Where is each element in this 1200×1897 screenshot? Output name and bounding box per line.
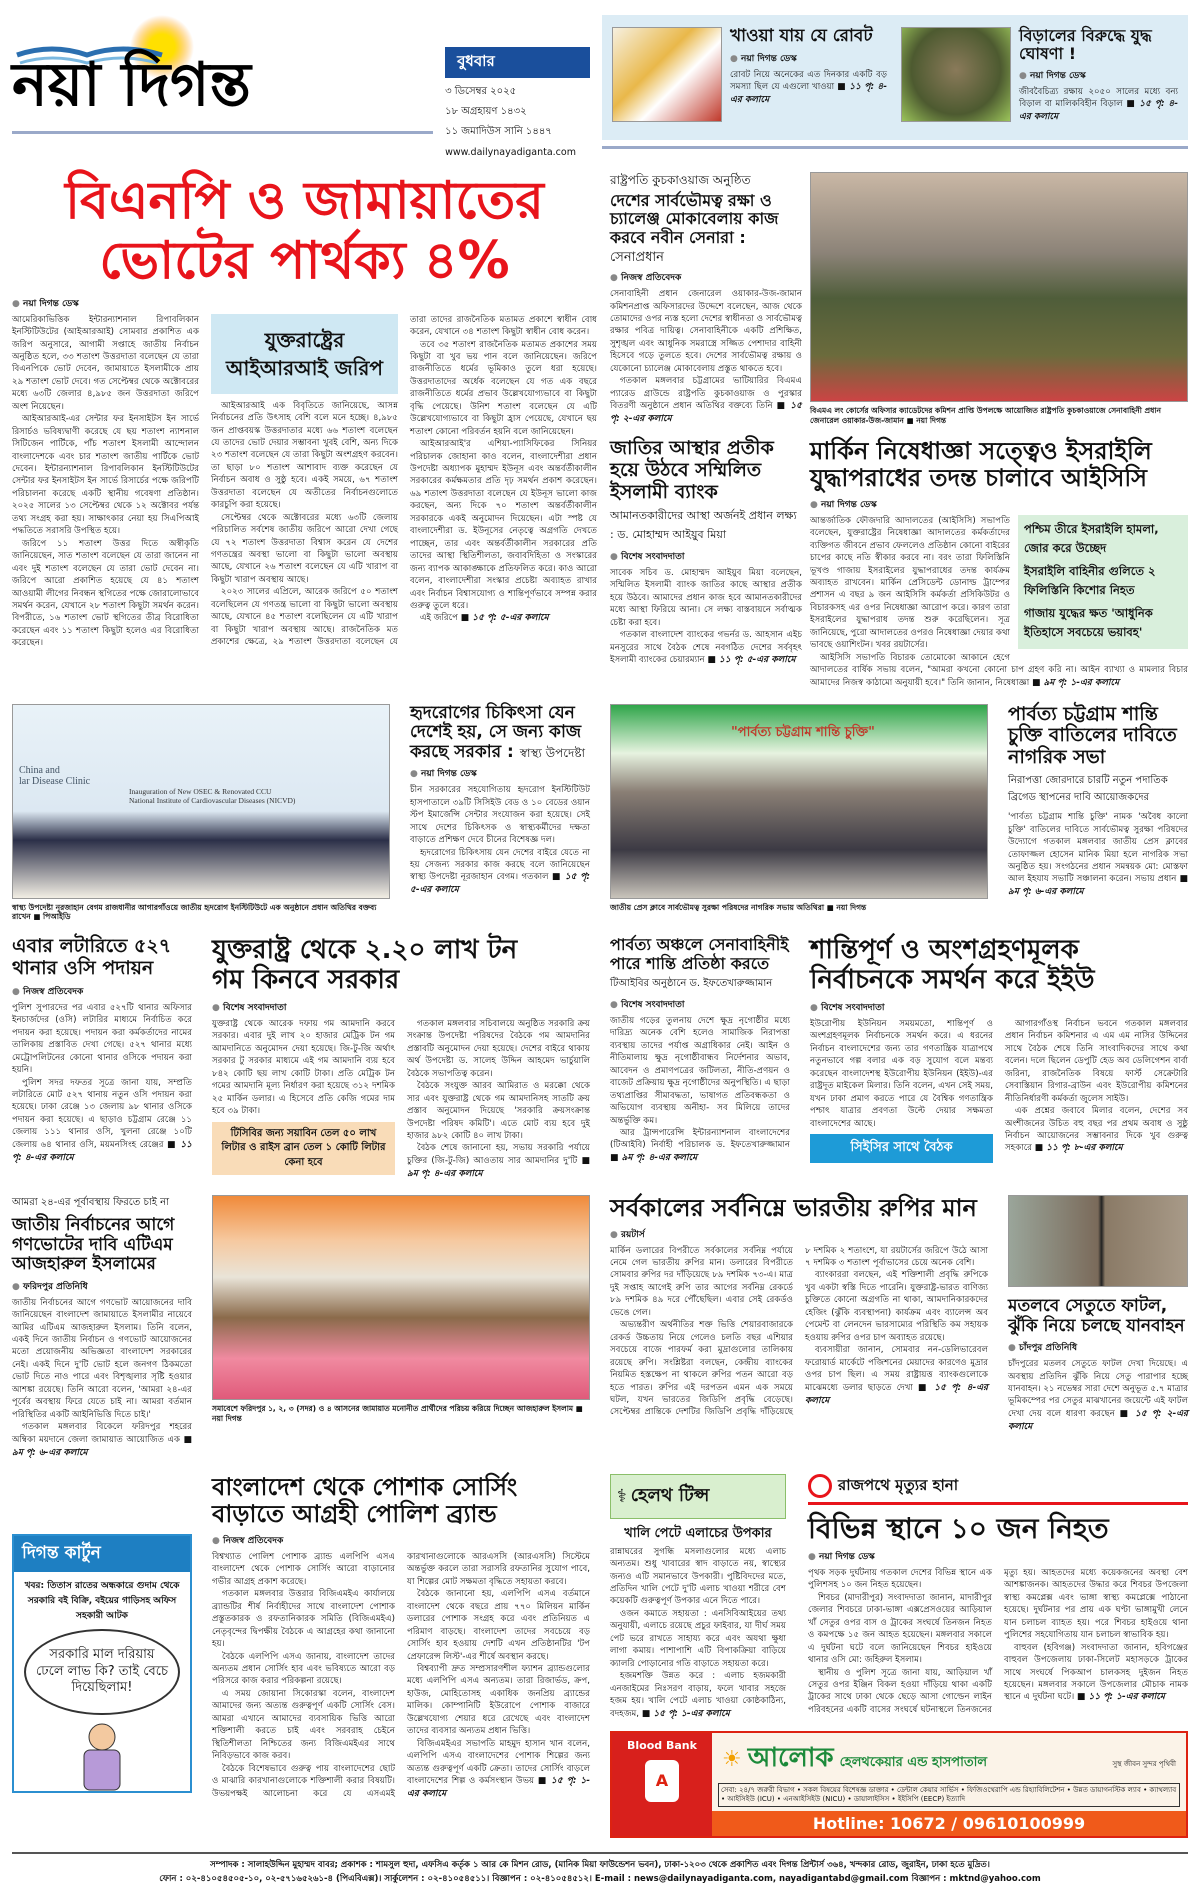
hospital-ad[interactable]: Blood Bank A ☀ আলোক হেলথকেয়ার এন্ড হাসপাতাল সুস্থ জীবন সুন্দর পৃথিবী সেবা: ২৪/৭ জরুরী বিভাগ • সকল বিষয়ের বিশেষজ্ঞ ডাক্তার • ডেন্টাল কেয়ার সার্ভিস • ফিজিওথেরাপি এন্ড রিহ্যাবিলিটেশন • উন্নত ডায়াগনস্টিক ল্যাব • ক্যাথল্যাব • আইসিইউ (ICU) • এনআইসিইউ (NICU) • ডায়ালাইসিস • ইইসিপি (EECP) ইত্যাদি Hotline: 10672 / 09610100999 [610,1731,1188,1839]
bank-article: জাতির আস্থার প্রতীক হয়ে উঠবে সম্মিলিত ইসলামী ব্যাংক আমানতকারীদের আস্থা অর্জনই প্রধান লক্ষ্য : ড. মোহাম্মদ আইয়ুব মিয়া ● বিশেষ সংবাদদাতা সাবেক সচিব ড. মোহাম্মদ আইয়ুব মিয়া বলেছেন, সম্মিলিত ইসলামী ব্যাংক জাতির কাছে আস্থার প্রতীক হয়ে উঠবে। আমাদের প্রধান কাজ হবে আমানতকারীদের মধ্যে আস্থা ফিরিয়ে আনা। সে লক্ষ্য বাস্তবায়নে সর্বাত্মক চেষ্টা করা হবে। গতকাল বাংলাদেশ ব্যাংকের গভর্নর ড. আহসান এইচ মনসুরের সাথে বৈঠক শেষে নবগঠিত দেশের সর্ববৃহৎ ইসলামী ব্যাংকের চেয়ারম্যান ■ ১১ পৃ: ৫-এর কলামে [610,438,802,667]
cartoon-news: খবর: তিতাস রাতের অন্ধকারে গুদাম থেকে সরকারি বই বিক্রি, বইয়ের গাড়িসহ অফিস সহকারী আটক [24,1580,180,1621]
no-entry-icon [808,1474,832,1498]
website[interactable]: www.dailynayadiganta.com [445,147,576,158]
blood-bag-icon: A [645,1760,679,1802]
cartoon-title: দিগন্ত কার্টুন [14,1536,190,1572]
health-headline: খালি পেটে এলাচের উপকার [624,1525,772,1541]
road-article: রাজপথে মৃত্যুর হানা বিভিন্ন স্থানে ১০ জন নিহত ● নয়া দিগন্ত ডেস্ক পৃথক সড়ক দুর্ঘটনায় গতকাল দেশের বিভিন্ন স্থানে এক পুলিশসহ ১০ জন নিহত হয়েছেন। শিবচর (মাদারীপুর) সংবাদদাতা জানান, মাদারীপুর জেলার শিবচরে ঢাকা-ভাঙ্গা এক্সপ্রেসওয়ের আড়িয়াল খাঁ সেতুর ওপর বাস ও ট্রাকের সংঘর্ষে তিনজন নিহত ও কমপক্ষে ১৫ জন আহত হয়েছেন। মঙ্গলবার সকালে এ দুর্ঘটনা ঘটে বলে জানিয়েছেন শিবচর হাইওয়ে থানার ওসি মো: জহিরুল ইসলাম। স্থানীয় ও পুলিশ সূত্রে জানা যায়, আড়িয়াল খাঁ সেতুর ওপর ইঞ্জিন বিকল হওয়া দাঁড়িয়ে থাকা একটি ট্রাকের সাথে ঢাকা থেকে ছেড়ে আসা গোল্ডেন লাইন পরিবহনের একটি বাসের সংঘর্ষে ঘটনাস্থলে তিনজনের মৃত্যু হয়। আহতদের মধ্যে কয়েকজনের অবস্থা বেশ আশঙ্কাজনক। আহতদের উদ্ধার করে শিবচর উপজেলা স্বাস্থ্য কমপ্লেক্স এবং ভাঙ্গা স্বাস্থ্য কমপ্লেক্সে পাঠানো হয়েছে। দুর্ঘটনার পর প্রায় এক ঘণ্টা ভাঙ্গামুখী লেনে যান চলাচল ব্যাহত হয়। পরে শিবচর হাইওয়ে থানা পুলিশের সহযোগিতায় যান চলাচল স্বাভাবিক হয়। বাহুবল (হবিগঞ্জ) সংবাদদাতা জানান, হবিগঞ্জের বাহুবল উপজেলায় ঢাকা-সিলেট মহাসড়কে ট্রাকের সাথে সংঘর্ষে পিকআপ চালকসহ দুইজন নিহত হয়েছেন। মঙ্গলবার সকালে উপজেলার মৌচাক নামক স্থানে এ দুর্ঘটনা ঘটে। ■ ১১ পৃ: ১-এর কলামে [808,1474,1188,1717]
promo-byline: ● নয়া দিগন্ত ডেস্ক [730,51,887,66]
row-4 [12,1195,1188,1460]
hotline[interactable]: Hotline: 10672 / 09610100999 [712,1811,1186,1836]
lottery-article: এবার লটারিতে ৫২৭ থানার ওসি পদায়ন ● নিজস্ব প্রতিবেদক পুলিশ সুপারদের পর এবার ৫২৭টি থানার অফিসার ইনচার্জদের (ওসি) লটারির মাধ্যমে নির্বাচিত করে পদায়ন করা হয়েছে। পদায়ন করা কর্মকর্তাদের নামের তালিকায় প্রস্তাবিত দেখা গেছে। ৫২৭ থানার মধ্যে মেট্রোপলিটনের কোনো থানার ওসিকে পদায়ন করা হয়নি। পুলিশ সদর দফতর সূত্রে জানা যায়, সম্প্রতি লটারিতে মোট ৫২৭ থানায় নতুন ওসি পদায়ন করা হয়েছে। ঢাকা রেঞ্জে ১৩ জেলায় ৯৮ থানার ওসিকে পদায়ন করা হয়েছে। এ ছাড়াও চট্টগ্রাম রেঞ্জে ১১ জেলায় ১১১ থানার ওসি, খুলনা রেঞ্জে ১০টি জেলায় ৬৪ থানার ওসি, ময়মনসিংহ রেঞ্জের ■ ১১ পৃ: ৪-এর কলামে [12,936,192,1165]
subhead: টিআইবির অনুষ্ঠানে ড. ইফতেখারুজ্জামান [610,977,773,989]
heart-caption: স্বাস্থ্য উপদেষ্টা নূরজাহান বেগম রাজধানীর আগারগাঁওয়ে জাতীয় হৃদরোগ ইনস্টিটিউটে এক অনুষ্ঠানে প্রধান অতিথির বক্তব্য রাখেন ■ পিআইডি [12,902,377,922]
masthead [12,15,1188,158]
row-lead [12,172,1188,690]
icc-bullets [1018,515,1188,649]
cartoon-panel [12,1534,192,1794]
azhar-headline: জাতীয় নির্বাচনের আগে গণভোটের দাবি এটিএম আজহারুল ইসলামের [12,1214,175,1275]
army-caption: বিএমএ লং কোর্সের অফিসার ক্যাডেটদের কমিশন প্রাপ্তি উপলক্ষে আয়োজিত রাষ্ট্রপতি কুচকাওয়াজে সেনাবাহিনী প্রধান জেনারেল ওয়াকার-উজ-জামান ■ নয়া দিগন্ত [810,406,1161,425]
army-article: রাষ্ট্রপতি কুচকাওয়াজ অনুষ্ঠিত দেশের সার্বভৌমত্ব রক্ষা ও চ্যালেঞ্জ মোকাবেলায় কাজ করবে নবীন সেনারা : সেনাপ্রধান ● নিজস্ব প্রতিবেদক সেনাবাহিনী প্রধান জেনারেল ওয়াকার-উজ-জামান কমিশনপ্রাপ্ত অফিসারদের উদ্দেশে বলেছেন, আজ থেকে তোমাদের ওপর ন্যস্ত হলো দেশের স্বাধীনতা ও সার্বভৌমত্ব রক্ষার পবিত্র দায়িত্ব। সেনাবাহিনীকে একটি প্রশিক্ষিত, সুশৃঙ্খল এবং আধুনিক সমরাস্ত্রে সজ্জিত পেশাদার বাহিনী হিসেবে গড়ে তুলতে হবে। দেশের সার্বভৌমত্ব রক্ষায় ও যেকোনো চ্যালেঞ্জ মোকাবেলায় প্রস্তুত থাকতে হবে। গতকাল মঙ্গলবার চট্টগ্রামের ভাটিয়ারির বিএমএ প্যারেড গ্রাউন্ডে রাষ্ট্রপতি কুচকাওয়াজ ও পুরস্কার বিতরণী অনুষ্ঠানে প্রধান অতিথির বক্তব্যে তিনি ■ ১৫ পৃ: ২-এর কলামে [610,172,802,426]
icc-headline: মার্কিন নিষেধাজ্ঞা সত্ত্বেও ইসরাইলি যুদ্ধাপরাধের তদন্ত চালাবে আইসিসি [810,436,1152,493]
jump-link[interactable]: ■ ১১ পৃ: ১-এর কলামে [1076,1692,1165,1703]
jump-link[interactable]: ■ ১১ পৃ: ৮-এর কলামে [1034,1143,1123,1154]
bank-headline: জাতির আস্থার প্রতীক হয়ে উঠবে সম্মিলিত ইসলামী ব্যাংক [610,437,774,503]
date-english: ৩ ডিসেম্বর ২০২৫ [445,86,517,97]
wheat-article: যুক্তরাষ্ট্র থেকে ২.২০ লাখ টন গম কিনবে সরকার ● বিশেষ সংবাদদাতা যুক্তরাষ্ট্র থেকে আরেক দফায় গম আমদানি করবে সরকার। এবার দুই লাখ ২০ হাজার মেট্রিক টন গম আমদানিতে অনুমোদন দেয়া হয়েছে। জি-টু-জি অর্থাৎ সরকার টু সরকার মাধ্যমে এই গম আমদানি ব্যয় হবে ৮৪২ কোটি ছয় লাখ কোটি টাকা। প্রতি মেট্রিক টন গমের আমদানি মূল্য নির্ধারণ করা হয়েছে ৩১২ দশমিক ২৫ মার্কিন ডলার। এ হিসেবে প্রতি কেজি গমের দাম হবে ৩৯ টাকা। টিসিবির জন্য সয়াবিন তেল ৫০ লাখ লিটার ও রাইস ব্রান তেল ১ কোটি লিটার কেনা হবে গতকাল মঙ্গলবার সচিবালয়ে অনুষ্ঠিত সরকারি ক্রয় সংক্রান্ত উপদেষ্টা পরিষদের বৈঠকে গম আমদানির প্রস্তাবটি অনুমোদন দেয়া হয়েছে। দেশের বাইরে থাকায় অর্থ উপদেষ্টা ড. সালেহ উদ্দিন আহমেদ ভার্চুয়ালি বৈঠকে সভাপতিত্ব করেন। বৈঠকে সংযুক্ত আরব আমিরাত ও মরক্কো থেকে সার এবং যুক্তরাষ্ট্র থেকে গম আমদানিসহ সাতটি ক্রয় প্রস্তাব অনুমোদন দিয়েছে 'সরকারি ক্রয়সংক্রান্ত উপদেষ্টা পরিষদ কমিটি'। এতে মোট ব্যয় হবে দুই হাজার ৯৮২ কোটি ৪০ লাখ টাকা। বৈঠক শেষে জানানো হয়, সভায় সরকারি পর্যায়ে চুক্তির (জি-টু-জি) আওতায় সার আমদানির দু'টি ■ ৯ম পৃ: ৪-এর কলামে [212,936,590,1181]
jump-link[interactable]: ■ ১৫ পৃ: ৫-এর কলামে [410,872,590,896]
promo-byline: ● নয়া দিগন্ত ডেস্ক [1019,68,1178,83]
lead-body: আমেরিকাভিত্তিক ইন্টারন্যাশনাল রিপাবলিকান ইনস্টিটিউটের (আইআরআই) সোমবার প্রকাশিত এক জরিপ অনুসারে, আগামী সপ্তাহে জাতীয় নির্বাচন অনুষ্ঠিত হলে, ৩৩ শতাংশ উত্তরদাতা বলেছেন যে তারা বিএনপিকে ভোট দেবেন, জামায়াতে ইসলামীকে প্রায় ২৯ শতাংশ ভোট দেবে। গত সেপ্টেম্বর থেকে অক্টোবরের মধ্যে ৬৩টি জেলার ৪,৯৮৫ জন উত্তরদাতা জরিপে অংশ নিয়েছেন। আইআরআই-এর সেন্টার ফর ইনসাইটস ইন সার্ভে রিসার্চও ভবিষ্যদ্বাণী করেছে যে ছয় শতাংশ ন্যাশনাল সিটিজেন পার্টিকে, পাঁচ শতাংশ ইসলামী আন্দোলন বাংলাদেশকে এবং চার শতাংশ জাতীয় পার্টিকে ভোট দেবেন। ইন্টারন্যাশনাল রিপাবলিকান ইনস্টিটিউটের সেন্টার ফর ইনসাইটস ইন সার্ভে রিসার্চের পক্ষে জরিপটি পরিচালনা করেছে একটি স্থানীয় গবেষণা প্রতিষ্ঠান। ২০২৫ সালের ১৩ সেপ্টেম্বর থেকে ১২ অক্টোবর পর্যন্ত তথ্য সংগ্রহ করা হয়। সাক্ষাৎকার নেয়া হয় সিএপিআই পদ্ধতিতে সরাসরি উপস্থিত হয়ে। জরিপে ১১ শতাংশ উত্তর দিতে অস্বীকৃতি জানিয়েছেন, সাত শতাংশ বলেছেন যে তারা জানেন না এবং দুই শতাংশ বলেছেন যে তারা ভোট দেবেন না। জরিপে আরো প্রকাশিত হয়েছে যে ৪১ শতাংশ আওয়ামী লীগের নিবন্ধন স্থগিতের পক্ষে জোরালোভাবে সমর্থন করেন, যেখানে ২৮ শতাংশ কিছুটা সমর্থন করেন। বিপরীতে, ১৬ শতাংশ ভোট স্থগিতের তীব্র বিরোধিতা করেছেন এবং ১১ শতাংশ কিছুটা হলেও এর বিরোধিতা করেছেন। যুক্তরাষ্ট্রের আইআরআই জরিপ আইআরআই এক বিবৃতিতে জানিয়েছে, আসন্ন নির্বাচনের প্রতি উৎসাহ বেশি বলে মনে হচ্ছে। ৪,৯৮৫ জন প্রাপ্তবয়স্ক উত্তরদাতার মধ্যে ৬৬ শতাংশ বলেছেন যে তাদের ভোট দেয়ার সম্ভাবনা খুবই বেশি, অন্য দিকে ২৩ শতাংশ বলেছেন যে তারা কিছুটা অংশগ্রহণ করবেন। তা ছাড়া ৮০ শতাংশ আশাবাদ ব্যক্ত করেছেন যে নির্বাচন অবাধ ও সুষ্ঠু হবে। একই সময়ে, ৬৭ শতাংশ উত্তরদাতা বলেছেন যে অতীতের নির্বাচনগুলোতে কারচুপি করা হয়েছে। সেপ্টেম্বর থেকে অক্টোবরের মধ্যে ৬৩টি জেলায় পরিচালিত সর্বশেষ জাতীয় জরিপে আরো দেখা গেছে যে ৭২ শতাংশ উত্তরদাতা বিশ্বাস করেন যে দেশের গণতন্ত্রের অবস্থা ভালো বা কিছুটা ভালো অবস্থায় আছে, যেখানে ২৬ শতাংশ বলেছেন যে এটি খারাপ বা কিছুটা খারাপ অবস্থায় আছে। ২০২৩ সালের এপ্রিলে, আরেক জরিপে ৫০ শতাংশ বলেছিলেন যে গণতন্ত্র ভালো বা কিছুটা ভালো অবস্থায় আছে, যেখানে ৪৫ শতাংশ বলেছিলেন যে এটি খারাপ বা কিছুটা খারাপ অবস্থায় আছে। রাজনৈতিক মত প্রকাশের ক্ষেত্রে, ২৯ শতাংশ উত্তরদাতা বলেছেন যে তারা তাদের রাজনৈতিক মতামত প্রকাশে স্বাধীন বোধ করেন, যেখানে ৩৪ শতাংশ কিছুটা স্বাধীন বোধ করেন। তবে ৩৫ শতাংশ রাজনৈতিক মতামত প্রকাশের সময় কিছুটা বা খুব ভয় পান বলে জানিয়েছেন। জরিপে রাজনীতিতে ধর্মের ভূমিকাও তুলে ধরা হয়েছে। উত্তরদাতাদের অর্ধেক বলেছেন যে গত এক বছরে রাজনীতিতে ধর্মের প্রভাব উল্লেখযোগ্যভাবে বা কিছুটা বৃদ্ধি পেয়েছে। উনিশ শতাংশ বলেছেন যে এটি উল্লেখযোগ্যভাবে বা কিছুটা হ্রাস পেয়েছে, যেখানে ছয় শতাংশ কোনো পরিবর্তন হয়নি বলে জানিয়েছেন। আইআরআই'র এশিয়া-প্যাসিফিকের সিনিয়র পরিচালক জোহানা কাও বলেন, বাংলাদেশীরা প্রধান উপদেষ্টা অধ্যাপক মুহাম্মদ ইউনূস এবং অন্তর্বর্তীকালীন সরকারের কর্মক্ষমতার প্রতি দৃঢ় সমর্থন প্রকাশ করেছেন। ৬৯ শতাংশ উত্তরদাতা বলেছেন যে ইউনূস ভালো কাজ করছেন, অন্য দিকে ৭০ শতাংশ অন্তর্বর্তীকালীন সরকারকে একই অনুমোদন দিয়েছেন। এটা স্পষ্ট যে বাংলাদেশীরা ড. ইউনূসের নেতৃত্বে অগ্রগতি দেখতে পাচ্ছেন, তার এবং অন্তর্বর্তীকালীন সরকারের প্রতি তাদের আস্থা স্থিতিশীলতা, জবাবদিহিতা ও সংস্কারের জন্য ব্যাপক আকাঙ্ক্ষাকে প্রতিফলিত করে। কাও আরো বলেন, বাংলাদেশীরা সংস্কার প্রচেষ্টা অব্যাহত রাখার এবং নির্বাচন বিশ্বাসযোগ্য ও শান্তিপূর্ণভাবে সম্পন্ন করার গুরুত্ব তুলে ধরে। এই জরিপে ■ ১৫ পৃ: ৫-এর কলামে [12,314,597,649]
byline: ● নিজস্ব প্রতিবেদক [610,270,802,285]
byline: ● রয়টার্স [610,1227,988,1242]
promo-text: রোবট নিয়ে অনেকের এত দিনকার একটি বড় সমস্যা ছিল যে এগুলো খাওয়া [730,69,887,92]
jump-link[interactable]: ■ ১৫ পৃ: ৪-এর কলামে [805,1382,988,1406]
promo-robot[interactable] [612,27,887,128]
lead-byline: ● নয়া দিগন্ত ডেস্ক [12,296,597,311]
logo-text: নয়া দিগন্ত [12,50,251,120]
bridge-crack-photo [1008,1195,1188,1287]
bridge-headline: মতলবে সেতুতে ফাটল, ঝুঁকি নিয়ে চলছে যানবাহন [1008,1295,1185,1336]
byline: ● বিশেষ সংবাদদাতা [212,1000,590,1015]
jump-link[interactable]: ■ ৯ম পৃ: ৬-এর কলামে [1008,874,1189,898]
road-banner: রাজপথে মৃত্যুর হানা [808,1474,1188,1505]
footer-rule [12,1852,1188,1854]
jump-link[interactable]: ■ ১৫ পৃ: ২-এর কলামে [1008,1408,1188,1432]
kicker: আমরা ২৪-এর পূর্বাবস্থায় ফিরতে চাই না [12,1196,170,1208]
wheat-highlight-box: টিসিবির জন্য সয়াবিন তেল ৫০ লাখ লিটার ও রাইস ব্রান তেল ১ কোটি লিটার কেনা হবে [212,1122,395,1176]
rupee-article: সর্বকালের সর্বনিম্নে ভারতীয় রুপির মান ● রয়টার্স মার্কিন ডলারের বিপরীতে সর্বকালের সর্বনিম্ন পর্যায়ে নেমে গেল ভারতীয় রুপির মান। ডলারের বিপরীতে সোমবার রুপির দর দাঁড়িয়েছে ৮৯ দশমিক ৭৩-এ। মাত্র দুই সপ্তাহ আগেই রুপি তার আগের সর্বনিম্ন রেকর্ডে ৮৯ দশমিক ৪৯ দরে পৌঁছেছিল। এবার সেই রেকর্ডও ভেঙে গেল। অভ্যন্তরীণ অর্থনীতির শক্ত ভিত্তি শেয়ারবাজারকে রেকর্ড উচ্চতায় নিয়ে গেলেও চলতি বছর এশিয়ার সবচেয়ে বাজে পারফর্ম করা মুদ্রাগুলোর তালিকায় রয়েছে রুপি। সংশ্লিষ্টরা বলছেন, কেন্দ্রীয় ব্যাংকের নিয়মিত হস্তক্ষেপ না থাকলে রুপির পতন আরো বড় হতে পারত। রুপির এই দরপতন এমন এক সময়ে ঘটল, যখন ভারতের জিডিপি প্রবৃদ্ধি বেড়েছে। সেপ্টেম্বর প্রান্তিকে দেশটির জিডিপি প্রবৃদ্ধি দাঁড়িয়েছে ৮ দশমিক ২ শতাংশে, যা রয়টার্সের জরিপে উঠে আসা ৭ দশমিক ৩ শতাংশ পূর্বাভাসের চেয়ে অনেক বেশি। ব্যাংকাররা বলছেন, এই শক্তিশালী প্রবৃদ্ধি রুপিকে খুব একটা স্বস্তি দিতে পারেনি। যুক্তরাষ্ট্র-ভারত বাণিজ্য চুক্তিতে কোনো অগ্রগতি না থাকা, আমদানিকারকদের হেজিং (ঝুঁকি ব্যবস্থাপনা) কার্যক্রম এবং ব্যালেন্স অব পেমেন্ট বা লেনদেন ভারসাম্যের পরিস্থিতি কম সহায়ক হওয়ায় রুপির ওপর চাপ অব্যাহত রয়েছে। ব্যবসায়ীরা জানান, সোমবার নন-ডেলিভারেবল ফরোয়ার্ড মার্কেটে পজিশনের মেয়াদের কারণেও মুদ্রার ওপর চাপ ছিল। এ সময় রাষ্ট্রায়ত্ত ব্যাংকগুলোকে মাঝেমধ্যে ডলার ছাড়তে দেখা ■ ১৫ পৃ: ৪-এর কলামে [610,1195,988,1419]
robot-photo [612,27,722,122]
jump-link[interactable]: ■ ৯ম পৃ: ১-এর কলামে [1031,677,1120,688]
row-2 [12,704,1188,923]
weekday: বুধবার [445,47,590,78]
kicker: রাষ্ট্রপতি কুচকাওয়াজ অনুষ্ঠিত [610,173,751,187]
bullet-item: গাজায় যুদ্ধের ক্ষত 'আধুনিক ইতিহাসে সবচেয়ে ভয়াবহ' [1024,605,1153,639]
lottery-headline: এবার লটারিতে ৫২৭ থানার ওসি পদায়ন [12,935,172,979]
masthead-logo [12,15,433,125]
cartoon-man-icon [62,1719,142,1791]
jump-link[interactable]: ■ ১৫ পৃ: ২-এর কলামে [610,401,802,425]
army-parade-photo [810,172,1188,402]
eu-highlight-box: সিইসির সাথে বৈঠক [810,1134,993,1163]
heart-article: হৃদরোগের চিকিৎসা যেন দেশেই হয়, সে জন্য কাজ করছে সরকার : স্বাস্থ্য উপদেষ্টা ● নয়া দিগন্ত ডেস্ক চীন সরকারের সহযোগিতায় হৃদরোগ ইনস্টিটিউট হাসপাতালে ৩৯টি সিসিইউ বেড ও ১০ বেডের ওয়ান স্টপ ইমার্জেন্সি সেন্টার সংযোজন করা হয়েছে। সেই সাথে দেশের চিকিৎসক ও স্বাস্থ্যকর্মীদের দক্ষতা বাড়াতে প্রশিক্ষণ দেবে চীনের বিশেষজ্ঞ দল। হৃদরোগের চিকিৎসায় যেন দেশের বাইরে যেতে না হয় সেজন্য সরকার কাজ করছে বলে জানিয়েছেন স্বাস্থ্য উপদেষ্টা নূরজাহান বেগম। গতকাল ■ ১৫ পৃ: ৫-এর কলামে [410,704,590,898]
byline: ● বিশেষ সংবাদদাতা [610,549,802,564]
sun-logo-icon: ☀ [722,1746,742,1772]
eu-headline: শান্তিপূর্ণ ও অংশগ্রহণমূলক নির্বাচনকে সমর্থন করে ইইউ [810,935,1095,996]
azhar-article: আমরা ২৪-এর পূর্বাবস্থায় ফিরতে চাই না জাতীয় নির্বাচনের আগে গণভোটের দাবি এটিএম আজহারুল ইসলামের ● ফরিদপুর প্রতিনিধি জাতীয় নির্বাচনের আগে গণভোট আয়োজনের দাবি জানিয়েছেন বাংলাদেশ জামায়াতে ইসলামীর নায়েবে আমির এটিএম আজহারুল ইসলাম। তিনি বলেন, একই দিনে জাতীয় নির্বাচন ও গণভোট আয়োজনের মতো প্রয়োজনীয় অভিজ্ঞতা বাংলাদেশ সরকারের নেই। একই দিনে দু'টি ভোট হলে জনগণ ঠিকমতো ভোট দিতে নাও পারে এবং বিশৃঙ্খলার সৃষ্টি হওয়ার আশঙ্কা রয়েছে। তিনি আরো বলেন, 'আমরা ২৪-এর পূর্বের অবস্থায় ফিরে যেতে চাই না। আমরা বর্তমান পরিস্থিতির একটি আইনিভিত্তি দিতে চাই।' গতকাল মঙ্গলবার বিকেলে ফরিদপুর শহরের অম্বিকা ময়দানে জেলা জামায়াত আয়োজিত এক ■ ৯ম পৃ: ৬-এর কলামে [12,1195,192,1460]
byline: ● বিশেষ সংবাদদাতা [810,1000,1188,1015]
date-box [445,15,590,158]
jump-link[interactable]: ■ ১৫ পৃ: ৫-এর কলামে [460,613,549,624]
blood-bank-panel: Blood Bank A [612,1733,712,1837]
garment-article: বাংলাদেশ থেকে পোশাক সোর্সিং বাড়াতে আগ্রহী পোলিশ ব্র্যান্ড ● নিজস্ব প্রতিবেদক বিশ্বখ্যাত পোলিশ পোশাক ব্র্যান্ড এলপিপি এসএ বাংলাদেশ থেকে পোশাক সোর্সিং আরো বাড়ানোর গভীর আগ্রহ প্রকাশ করেছে। গতকাল মঙ্গলবার উত্তরার বিজিএমইএ কার্যালয়ে ব্র্যান্ডটির শীর্ষ নির্বাহীদের সাথে বাংলাদেশ পোশাক প্রস্তুতকারক ও রফতানিকারক সমিতি (বিজিএমইএ) নেতৃবৃন্দের দ্বিপক্ষীয় বৈঠকে এ আগ্রহের কথা জানানো হয়। বৈঠকে এলপিপি এসএ জানায়, বাংলাদেশ তাদের অন্যতম প্রধান সোর্সিং হাব এবং ভবিষ্যতে আরো বড় পরিসরে কাজ করার পরিকল্পনা রয়েছে। এ সময় জোয়ানা সিকোরস্কা বলেন, বাংলাদেশ আমাদের জন্য অত্যন্ত গুরুত্বপূর্ণ একটি সোর্সিং বেস। আমরা এখানে আমাদের ব্যবসায়িক ভিত্তি আরো শক্তিশালী করতে চাই এবং সরবরাহ চেইনে স্থিতিশীলতা নিশ্চিতের জন্য বিজিএমইএর সাথে নিবিড়ভাবে কাজ করব। বৈঠকে বিশেষভাবে গুরুত্ব পায় বাংলাদেশের ছোট ও মাঝারি কারখানাগুলোকে শক্তিশালী করার বিষয়টি। উভয়পক্ষই আলোচনা করে যে এসএমই কারখানাগুলোকে আরএসসি (আরএসসি) সিস্টেমে অন্তর্ভুক্ত করলে তারা সরাসরি রফতানির সুযোগ পাবে, যা শিল্পের মোট সক্ষমতা বৃদ্ধিতে সহায়তা করবে। বৈঠকে জানানো হয়, এলপিপি এসএ বর্তমানে বাংলাদেশ থেকে বছরে প্রায় ৭৭০ মিলিয়ন মার্কিন ডলারের পোশাক সংগ্রহ করে এবং প্রতিনিয়ত এ পরিমাণ বাড়ছে। বাংলাদেশ তাদের সবচেয়ে বড় সোর্সিং হাব হওয়ায় দেশটি এখন প্রতিষ্ঠানটির 'টপ প্রেফারেন্স লিস্ট'-এর শীর্ষে অবস্থান করছে। বিশ্বব্যাপী দ্রুত সম্প্রসারণশীল ফ্যাশন ব্র্যান্ডগুলোর মধ্যে এলপিপি এসএ অন্যতম। তারা রিজার্ভড, ক্রপ, হাউজ, মোহিতোসহ একাধিক জনপ্রিয় ব্র্যান্ডের মালিক। কোম্পানিটি ইউরোপে পোশাক বাজারে উল্লেখযোগ্য শেয়ার ধরে রেখেছে এবং বাংলাদেশ তাদের ব্যবসার অন্যতম প্রধান ভিত্তি। বিজিএমইএর সভাপতি মাহমুদ হাসান খান বলেন, এলপিপি এসএ বাংলাদেশের পোশাক শিল্পের জন্য অত্যন্ত গুরুত্বপূর্ণ একটি ক্রেতা। তাদের সোর্সিং বাড়লে বাংলাদেশের শিল্প ও কর্মসংস্থান উভয় ■ ১৫ পৃ: ১-এর কলামে [212,1474,590,1801]
date-hijri: ১১ জমাদিউস সানি ১৪৪৭ [445,126,552,137]
garment-headline: বাংলাদেশ থেকে পোশাক সোর্সিং বাড়াতে আগ্রহী পোলিশ ব্র্যান্ড [212,1472,518,1529]
imprint: সম্পাদক : সালাহউদ্দিন মুহাম্মদ বাবর; প্রকাশক : শামসুল হুদা, এফসিএ কর্তৃক ১ আর কে মিশন রোড, (মানিক মিয়া ফাউন্ডেশন ভবন), ঢাকা-১২০৩ থেকে প্রকাশিত এবং দিগন্ত প্রিন্টার্স ৩৬৪, খন্দকার রোড, জুরাইন, ঢাকা হতে মুদ্রিত। ফোন : ০২-৪১০৫৪৫০৫-১০, ০২-৫৭১৬৫২৬১-৪ (পিএবিএক্স)। সার্কুলেশন : ০২-৪১০৫৪৫১১। বিজ্ঞাপন : ০২-৪১০৫৪৫১২। E-mail : news@dailynayadiganta.com, nayadigantabd@gmail.com বিজ্ঞাপন : mktnd@yahoo.com [159,1860,1041,1885]
eu-article: শান্তিপূর্ণ ও অংশগ্রহণমূলক নির্বাচনকে সমর্থন করে ইইউ ● বিশেষ সংবাদদাতা ইউরোপীয় ইউনিয়ন সময়মতো, শান্তিপূর্ণ ও অংশগ্রহণমূলক নির্বাচনকে সমর্থন করে। এ ধরনের নির্বাচন বাংলাদেশের জন্য তার গণতান্ত্রিক যাত্রাপথে নতুনভাবে গল্প বলার এক বড় সুযোগ বলে মন্তব্য করেছেন বাংলাদেশস্থ ইউরোপীয় ইউনিয়ন (ইইউ)-এর রাষ্ট্রদূত মাইকেল মিলার। তিনি বলেন, এখন সেই সময়, যখন ঢাকা প্রমাণ করতে পারে যে বৈশ্বিক গণতান্ত্রিক পশ্চাৎ যাত্রার প্রবণতা উল্টে দেয়ার সক্ষমতা বাংলাদেশের আছে। সিইসির সাথে বৈঠক আগারগাঁওস্থ নির্বাচন ভবনে গতকাল মঙ্গলবার প্রধান নির্বাচন কমিশনার এ এম এম নাসির উদ্দিনের সাথে বৈঠক শেষে তিনি সাংবাদিকদের সাথে কথা বলেন। দলে ছিলেন ডেপুটি হেড অব ডেলিগেশন বার্বা জরিনা, রাজনৈতিক বিষয়ে ফার্স্ট সেক্রেটারি সেবাস্তিয়ান রিগার-ব্রাউন এবং ইউরোপীয় কমিশনের নীতিনির্ধারণী কর্মকর্তা জুলেস সাইউ। এক প্রশ্নের জবাবে মিলার বলেন, দেশের সব অংশীজনের উচিত বহু বছর পর প্রথম অবাধ ও সুষ্ঠু নির্বাচন আয়োজনের সম্ভাবনার দিকে খুব গুরুত্ব সহকারে ■ ১১ পৃ: ৮-এর কলামে [810,936,1188,1163]
masthead-logo-block [12,15,433,134]
subhead: আমানতকারীদের আস্থা অর্জনই প্রধান লক্ষ্য : ড. মোহাম্মদ আইয়ুব মিয়া [610,508,797,541]
jump-link[interactable]: ■ ৯ম পৃ: ৪-এর কলামে [407,1155,590,1179]
masthead-rule-left [12,131,433,134]
cht-army-headline: পার্বত্য অঞ্চলে সেনাবাহিনীই পারে শান্তি প্রতিষ্ঠা করতে [610,935,789,973]
promo-cat[interactable] [901,27,1178,128]
jump-link[interactable]: ■ ১১ পৃ: ৪-এর কলামে [12,1139,193,1163]
rally-caption: সমাবেশে ফরিদপুর ১, ২, ৩ (সদর) ও ৪ আসনের জামায়াত মনোনীত প্রার্থীদের পরিচয় করিয়ে দিচ্ছেন আজহারুল ইসলাম ■ নয়া দিগন্ত [212,1403,583,1423]
byline: ● নয়া দিগন্ত ডেস্ক [410,766,590,781]
promo-jump[interactable]: ■ ১৫ পৃ: ৪-এর কলামে [1019,99,1178,123]
lead-sidebar: যুক্তরাষ্ট্রের আইআরআই জরিপ [211,314,398,394]
wheat-headline: যুক্তরাষ্ট্র থেকে ২.২০ লাখ টন গম কিনবে সরকার [212,935,518,996]
jump-link[interactable]: ■ ৯ম পৃ: ৪-এর কলামে [610,1152,698,1163]
road-headline: বিভিন্ন স্থানে ১০ জন নিহত [808,1511,1109,1545]
cartoon-speech-bubble: সরকারি মাল দরিয়ায় ঢেলে লাভ কি? তাই বেচে দিয়েছিলাম! [24,1629,180,1716]
cht-article: পার্বত্য চট্টগ্রাম শান্তি চুক্তি বাতিলের দাবিতে নাগরিক সভা নিরাপত্তা জোরদারে চারটি নতুন পদাতিক ব্রিগেড স্থাপনের দাবি আয়োজকদের 'পার্বত্য চট্টগ্রাম শান্তি চুক্তি' নামক 'অবৈধ কালো চুক্তি' বাতিলের দাবিতে সার্বভৌমত্ব সুরক্ষা পরিষদের উদ্যোগে গতকাল মঙ্গলবার জাতীয় প্রেস ক্লাবের তোফাজ্জল হোসেন মানিক মিয়া হলে নাগরিক সভা অনুষ্ঠিত হয়। সংগঠনের প্রধান সমন্বয়ক মো: মোস্তফা আল ইহযায সভাটি সঞ্চালনা করেন। সভায় প্রধান ■ ৯ম পৃ: ৬-এর কলামে [1008,702,1189,898]
promo-strip [602,15,1188,149]
promo-jump[interactable]: ■ ১১ পৃ: ৪-এর কলামে [730,82,888,106]
lead-headline: বিএনপি ও জামায়াতের ভোটের পার্থক্য ৪% [65,171,544,291]
jump-link[interactable]: ■ ৯ম পৃ: ৬-এর কলামে [12,1434,192,1458]
cht-headline: পার্বত্য চট্টগ্রাম শান্তি চুক্তি বাতিলের দাবিতে নাগরিক সভা [1008,702,1177,769]
jump-link[interactable]: ■ ১১ পৃ: ৫-এর কলামে [707,654,796,665]
icc-article: ● নয়া দিগন্ত ডেস্ক পশ্চিম তীরে ইসরাইলি হামলা, জোর করে উচ্ছেদ ইসরাইলি বাহিনীর গুলিতে ২ ফিলিস্তিনি কিশোর নিহত গাজায় যুদ্ধের ক্ষত 'আধুনিক ইতিহাসে সবচেয়ে ভয়াবহ' আন্তর্জাতিক ফৌজদারি আদালতের (আইসিসি) সভাপতি বলেছেন, যুক্তরাষ্ট্রের নিষেধাজ্ঞা আদালতের কর্মকর্তাদের ব্যক্তিগত জীবনে প্রভাব ফেললেও প্রতিষ্ঠান কোনো বাইরের চাপের কাছে নতি স্বীকার করবে না। বরং তারা ফিলিস্তিনি ভূখণ্ড গাজায় ইসরাইলের যুদ্ধাপরাধের তদন্ত কার্যক্রম অব্যাহত রাখবেন। মার্কিন প্রেসিডেন্ট ডোনাল্ড ট্রাম্পের প্রশাসন এ বছর ৯ জন আইসিসি কর্মকর্তা প্রসিকিউটর ও বিচারকসহ এর ওপর নিষেধাজ্ঞা আরোপ করে। কারণ তারা ইসরাইলের যুদ্ধাপরাধ তদন্ত শুরু করেছিলেন। সূত্র জানিয়েছে, পুরো আদালতের ওপরও নিষেধাজ্ঞা দেয়ার কথা ভাবছে ওয়াশিংটন। খবর রয়টার্সের। আইসিসি সভাপতি বিচারক তোমোকো আকানে হেগে আদালতের বার্ষিক সভায় বলেন, "আমরা কখনো কোনো চাপ গ্রহণ করি না। আইন ব্যাখ্যা ও মামলার বিচার আমাদের নিজস্ব কাঠামো অনুযায়ী হবে।" তিনি জানান, নিষেধাজ্ঞা ■ ৯ম পৃ: ১-এর কলামে [810,493,1188,690]
byline: ● চাঁদপুর প্রতিনিধি [1008,1340,1188,1355]
row-5 [12,1474,1188,1839]
bullet-item: পশ্চিম তীরে ইসরাইলি হামলা, জোর করে উচ্ছেদ [1024,521,1159,555]
rupee-headline: সর্বকালের সর্বনিম্নে ভারতীয় রুপির মান [610,1193,977,1222]
doctor-icon: ⚕ [617,1485,627,1507]
byline: ● নয়া দিগন্ত ডেস্ক [808,1549,1188,1564]
byline: ● নিজস্ব প্রতিবেদক [212,1533,590,1548]
cat-photo [901,27,1011,122]
bullet-item: ইসরাইলি বাহিনীর গুলিতে ২ ফিলিস্তিনি কিশোর নিহত [1024,563,1156,597]
byline: ● নিজস্ব প্রতিবেদক [12,984,192,999]
army-headline: দেশের সার্বভৌমত্ব রক্ষা ও চ্যালেঞ্জ মোকাবেলায় কাজ করবে নবীন সেনারা : [610,191,779,247]
bridge-article: মতলবে সেতুতে ফাটল, ঝুঁকি নিয়ে চলছে যানবাহন ● চাঁদপুর প্রতিনিধি চাঁদপুরের মতলব সেতুতে ফাটল দেখা দিয়েছে। এ অবস্থায় প্রতিদিন ঝুঁকি নিয়ে সেতু পারাপার হচ্ছে যানবাহন। ২১ নভেম্বর সারা দেশে অনুভূত ৫.৭ মাত্রার ভূমিকম্পের পর সেতুর মাঝখানের জয়েন্টে এই ফাটল দেখা দেয় বলে ধারণা করছেন ■ ১৫ পৃ: ২-এর কলামে [1008,1297,1188,1434]
row-3 [12,936,1188,1181]
byline: ● ফরিদপুর প্রতিনিধি [12,1279,192,1294]
promo-headline: বিড়ালের বিরুদ্ধে যুদ্ধ ঘোষণা ! [1019,26,1152,64]
byline: ● বিশেষ সংবাদদাতা [610,997,790,1012]
promo-text: জীববৈচিত্র্য রক্ষায় ২০৫০ সালের মধ্যে বন্য বিড়াল বা মালিকবিহীন বিড়াল [1019,86,1178,110]
cht-caption: জাতীয় প্রেস ক্লাবে সার্বভৌমত্ব সুরক্ষা পরিষদের নাগরিক সভায় অতিথিরা ■ নয়া দিগন্ত [610,902,867,912]
subhead: নিরাপত্তা জোরদারে চারটি নতুন পদাতিক ব্রিগেড স্থাপনের দাবি আয়োজকদের [1008,775,1168,804]
health-tips-banner: ⚕ হেলথ টিপ্স [610,1474,786,1519]
jump-link[interactable]: ■ ১৫ পৃ: ১-এর কলামে [641,1708,730,1719]
promo-headline: খাওয়া যায় যে রোবট [730,26,873,46]
health-tips: ⚕ হেলথ টিপ্স খালি পেটে এলাচের উপকার রান্নাঘরের সুগন্ধি মসলাগুলোর মধ্যে এলাচ অন্যতম। শুধু খাবারের স্বাদ বাড়াতে নয়, স্বাস্থ্যের জন্যও এটি সমানভাবে উপকারী। পুষ্টিবিদদের মতে, প্রতিদিন খালি পেটে দু'টি এলাচ খাওয়া শরীরে বেশ কয়েকটি গুরুত্বপূর্ণ উপকার এনে দিতে পারে। ওজন কমাতে সহায়তা : এনসিবিআইয়ের তথ্য অনুযায়ী, এলাচে রয়েছে প্রচুর ফাইবার, যা দীর্ঘ সময় পেট ভরে রাখতে সাহায্য করে এবং অযথা ক্ষুধা লাগা কমায়। পাশাপাশি এটি বিপাকক্রিয়া বাড়িয়ে ক্যালরি পোড়ানোর গতি বাড়াতে সহায়তা করে। হজমশক্তি উন্নত করে : এলাচ হজমকারী এনজাইমের নিঃসরণ বাড়ায়, ফলে খাবার সহজে হজম হয়। খালি পেটে এলাচ খাওয়া কোষ্ঠকাঠিন্য, বদহজম, ■ ১৫ পৃ: ১-এর কলামে [610,1474,786,1721]
heart-headline: হৃদরোগের চিকিৎসা যেন দেশেই হয়, সে জন্য কাজ করছে সরকার : [410,702,582,762]
cht-meeting-photo: "পার্বত্য চট্টগ্রাম শান্তি চুক্তি" [610,704,988,899]
date-bangla: ১৮ অগ্রহায়ণ ১৪৩২ [445,106,527,117]
lead-article [12,172,597,650]
masthead-rule-right [602,146,1188,149]
cht-army-article: পার্বত্য অঞ্চলে সেনাবাহিনীই পারে শান্তি প্রতিষ্ঠা করতে টিআইবির অনুষ্ঠানে ড. ইফতেখারুজ্জামান ● বিশেষ সংবাদদাতা জাতীয় গড়ের তুলনায় দেশে ক্ষুদ্র নৃগোষ্ঠীর মধ্যে দারিদ্র্য অনেক বেশি হলেও সামাজিক নিরাপত্তা ব্যবস্থায় তাদের পর্যাপ্ত অগ্রাধিকার নেই। আইন ও নীতিমালায় ক্ষুদ্র নৃগোষ্ঠীবান্ধব নির্দেশনার অভাব, আবেদন ও প্রমাণপত্রের জটিলতা, নীতি-প্রণয়ন ও বাজেট প্রক্রিয়ায় ক্ষুদ্র নৃগোষ্ঠীদের অনুপস্থিতি। এ ছাড়া তথ্যপ্রাপ্তির সীমাবদ্ধতা, ভাষাগত প্রতিবন্ধকতা ও অভিযোগ ব্যবস্থায় অনীহা- সব মিলিয়ে তাদের অন্তর্ভুক্তি কম। আর ট্রান্সপারেন্সি ইন্টারন্যাশনাল বাংলাদেশের (টিআইবি) নির্বাহী পরিচালক ড. ইফতেখারুজ্জামান ■ ৯ম পৃ: ৪-এর কলামে [610,936,790,1165]
byline: ● নয়া দিগন্ত ডেস্ক [810,497,1188,512]
rally-photo [212,1195,590,1400]
heart-institute-photo: China and lar Disease Clinic Inauguration of New OSEC & Renovated CCU National Institute of Cardiovascular Diseases (NICVD) [12,704,390,899]
jump-link[interactable]: ■ ১৫ পৃ: ১-এর কলামে [407,1776,590,1800]
